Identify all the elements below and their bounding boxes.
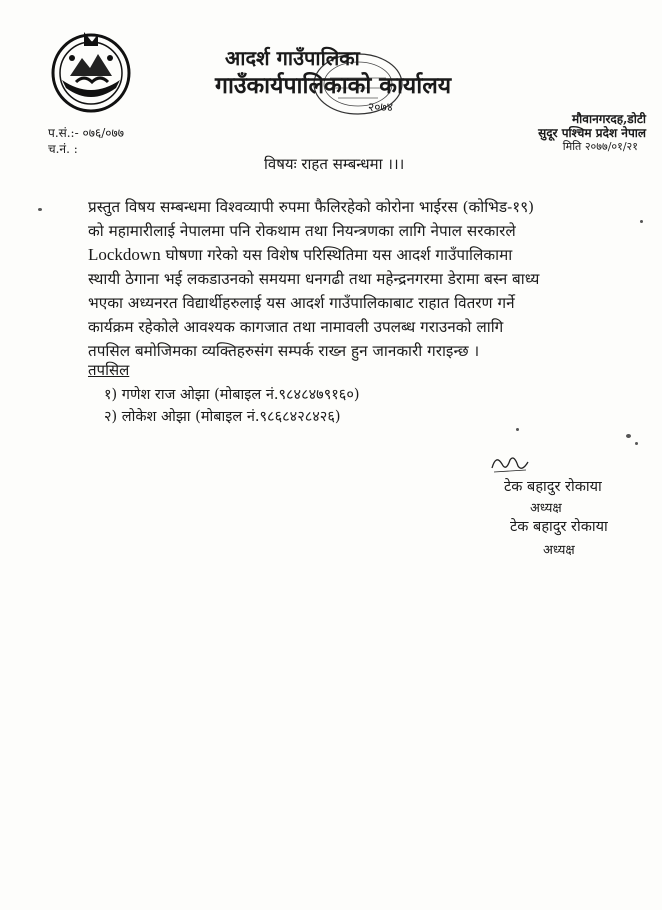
body-line: तपसिल बमोजिमका व्यक्तिहरुसंग सम्पर्क राख्न हुन जानकारी गराइन्छ । [88,342,480,360]
scan-speck [38,208,42,211]
contact-item: २) लोकेश ओझा (मोबाइल नं.९८६८४२८४२६) [104,409,341,425]
letter-date: मिति २०७७/०१/२१ [562,140,638,153]
body-line [88,243,634,267]
contact-item: १) गणेश राज ओझा (मोबाइल नं.९८४८४७९१६०) [104,387,360,403]
body-line-rest: घोषणा गरेको यस विशेष परिस्थितिमा यस आदर्श गाउँपालिकामा [160,246,513,264]
body-line: को महामारीलाई नेपालमा पनि रोकथाम तथा नियन्त्रणका लागि नेपाल सरकारले [88,222,516,240]
tapasil-heading: तपसिल [88,361,130,379]
scan-speck [626,434,631,438]
letter-subject: विषयः राहत सम्बन्धमा ।।। [264,155,405,173]
chalani-number: च.नं. : [48,142,78,156]
stamp-year: २०७४ [368,100,393,114]
body-line: भएका अध्यनरत विद्यार्थीहरुलाई यस आदर्श गाउँपालिकाबाट राहात वितरण गर्ने [88,294,515,312]
letter-body [88,195,634,363]
scan-speck [516,428,519,431]
patra-sankhya: प.सं.:- ०७६/०७७ [48,126,124,140]
body-line: कार्यक्रम रहेकोले आवश्यक कागजात तथा नामावली उपलब्ध गराउनको लागि [88,318,504,336]
office-title-line2: गाउँकार्यपालिकाको कार्यालय [215,72,452,99]
scan-speck [635,442,638,445]
office-province: सुदूर पश्चिम प्रदेश नेपाल [538,126,646,140]
body-line: प्रस्तुत विषय सम्बन्धमा विश्वव्यापी रुपमा फैलिरहेको कोरोना भाईरस (कोभिड-१९) [88,198,535,216]
office-address: मौवानगरदह,डोटी [572,112,646,126]
office-title-line1: आदर्श गाउँपालिका [225,46,360,70]
signature-scribble [488,452,532,476]
body-line: स्थायी ठेगाना भई लकडाउनको समयमा धनगढी तथा महेन्द्रनगरमा डेरामा बस्न बाध्य [88,270,540,288]
signatory-title: अध्यक्ष [543,543,575,558]
signatory-title: अध्यक्ष [530,501,562,516]
signatory-name: टेक बहादुर रोकाया [504,479,602,495]
signatory-name: टेक बहादुर रोकाया [510,519,608,535]
nepal-emblem-icon [48,28,134,114]
scan-speck [640,220,643,223]
lockdown-word: Lockdown [88,245,161,264]
